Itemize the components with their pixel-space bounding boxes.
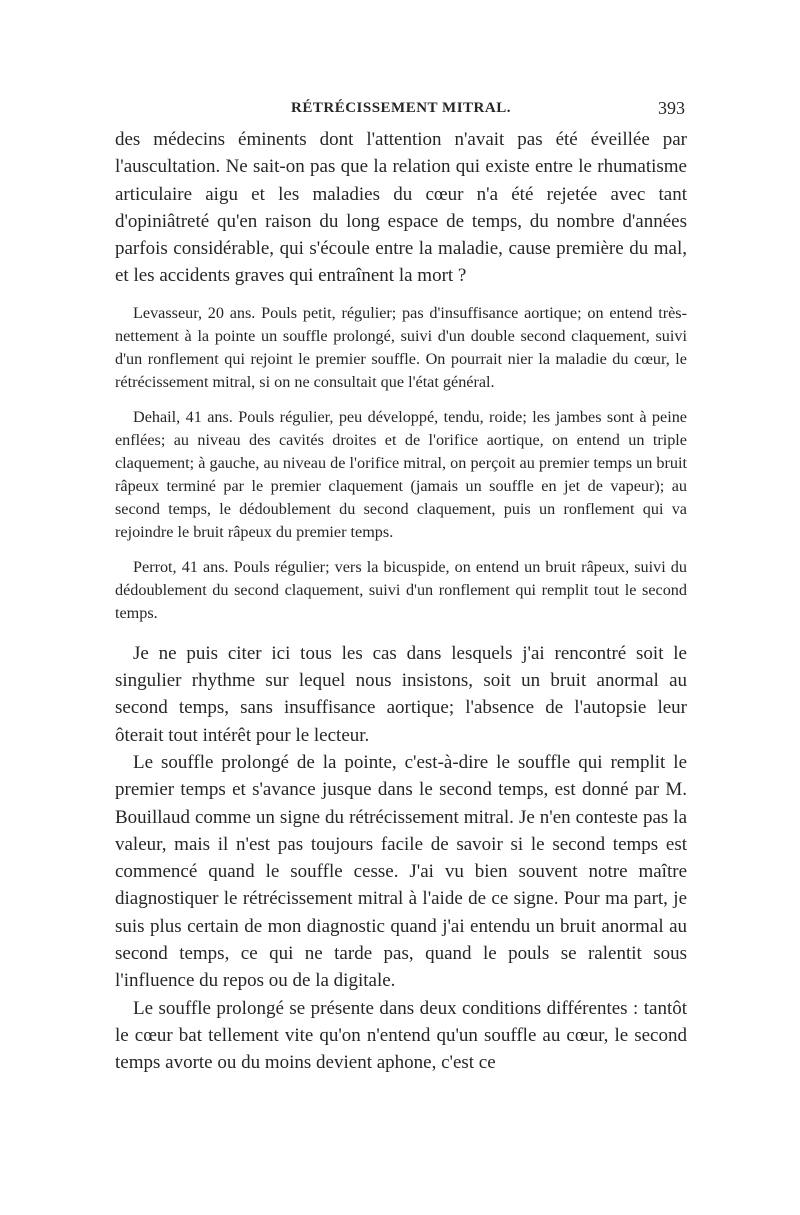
paragraph-prolonged-murmur: Le souffle prolongé de la pointe, c'est-à-dire le souffle qui remplit le premier temps et s'avance jusque dans le second temps, est donné par M. Bouillaud comme un signe du rétrécissement mitral. Je n'en conteste pas la valeur, mais il n'est pas toujours facile de savoir si le second temps est commencé quand le souffle cesse. J'ai vu bien souvent notre maître diagnostiquer le rétrécissement mitral à l'aide de ce signe. Pour ma part, je suis plus certain de mon diagnostic quand j'ai entendu un bruit anormal au second temps, ce qui ne tarde pas, quand le pouls se ralentit sous l'influence du repos ou de la digitale.	[115, 751, 687, 992]
running-header	[115, 96, 687, 126]
paragraph-two-conditions: Le souffle prolongé se présente dans deux conditions différentes : tantôt le cœur bat tellement vite qu'on n'entend qu'un souffle au cœur, le second temps avorte ou du moins devient aphone, c'est ce	[115, 997, 687, 1074]
case-observation-dehail: Dehail, 41 ans. Pouls régulier, peu développé, tendu, roide; les jambes sont à peine enflées; au niveau des cavités droites et de l'orifice aortique, on entend un triple claquement; à gauche, au niveau de l'orifice mitral, on perçoit au premier temps un bruit râpeux terminé par le premier claquement (jamais un souffle en jet de vapeur); au second temps, le dédoublement du second claquement, puis un ronflement qui va rejoindre le bruit râpeux du premier temps.	[115, 407, 687, 541]
running-title: RÉTRÉCISSEMENT MITRAL.	[291, 100, 511, 116]
case-observation-perrot: Perrot, 41 ans. Pouls régulier; vers la bicuspide, on entend un bruit râpeux, suivi du dédoublement du second claquement, suivi d'un ronflement qui remplit tout le second temps.	[115, 557, 687, 622]
page-number: 393	[658, 98, 685, 118]
case-observation-levasseur: Levasseur, 20 ans. Pouls petit, régulier; pas d'insuffisance aortique; on entend très-nettement à la pointe un souffle prolongé, suivi d'un double second claquement, suivi d'un ronflement qui rejoint le premier souffle. On pourrait nier la maladie du cœur, le rétrécissement mitral, si on ne consultait que l'état général.	[115, 303, 687, 391]
book-page	[115, 96, 687, 1077]
paragraph-cases-note: Je ne puis citer ici tous les cas dans lesquels j'ai rencontré soit le singulier rhythme sur lequel nous insistons, soit un bruit anormal au second temps, sans insuffisance aortique; l'absence de l'autopsie leur ôterait tout intérêt pour le lecteur.	[115, 642, 687, 746]
paragraph-continuation: des médecins éminents dont l'attention n'avait pas été éveillée par l'auscultation. Ne sait-on pas que la relation qui existe entre le rhumatisme articulaire aigu et les maladies du cœur n'a été rejetée avec tant d'opiniâtreté qu'en raison du long espace de temps, du nombre d'années parfois considérable, qui s'écoule entre la maladie, cause première du mal, et les accidents graves qui entraînent la mort ?	[115, 129, 687, 287]
